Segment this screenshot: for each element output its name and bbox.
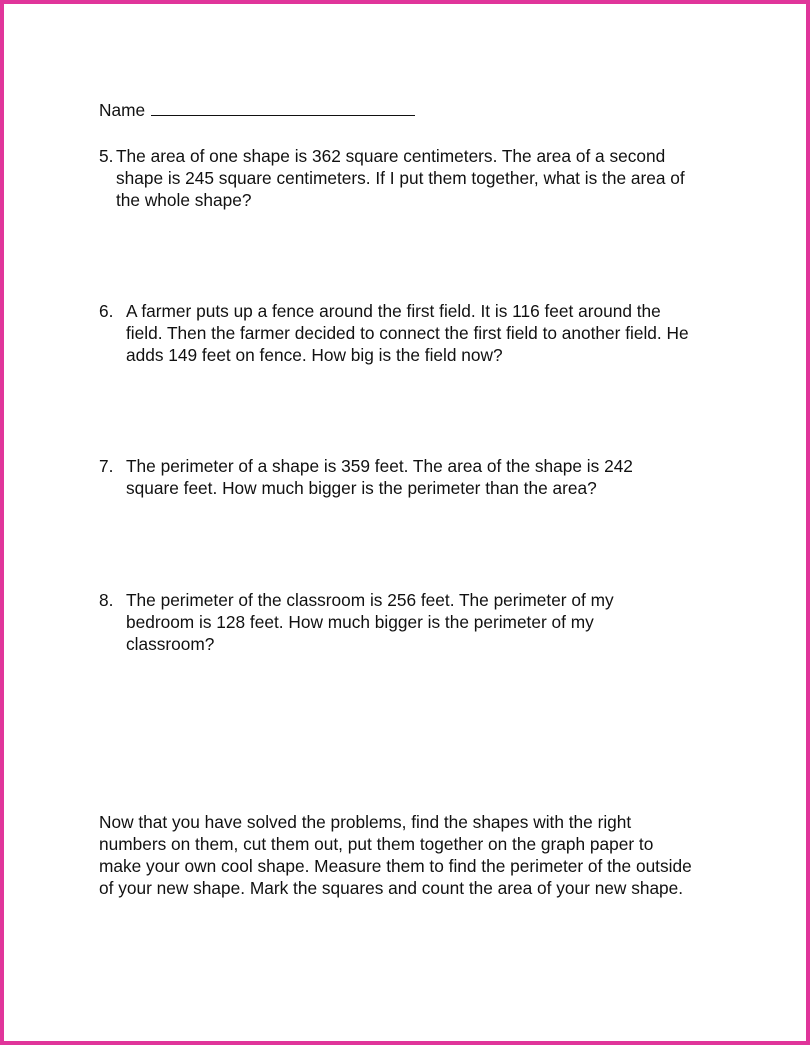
problem-7 <box>99 455 709 499</box>
problem-number: 8. <box>99 590 114 610</box>
problem-8 <box>99 589 709 655</box>
problem-text: A farmer puts up a fence around the first field. It is 116 feet around the field. Then the farmer decided to connect the first field to another field. He adds 149 feet on fence. How big is the field now? <box>126 301 689 365</box>
name-label: Name <box>99 100 146 120</box>
problem-6 <box>99 300 709 366</box>
problem-text: The perimeter of the classroom is 256 feet. The perimeter of my bedroom is 128 feet. How much bigger is the perimeter of my classroom? <box>126 590 614 654</box>
problem-text: The perimeter of a shape is 359 feet. The area of the shape is 242 square feet. How much bigger is the perimeter than the area? <box>126 456 633 498</box>
problem-number: 7. <box>99 456 114 476</box>
name-blank-line[interactable] <box>151 99 415 116</box>
name-field-row <box>99 99 415 121</box>
problem-number: 5. <box>99 146 114 166</box>
problem-5 <box>99 145 709 211</box>
problem-text: The area of one shape is 362 square centimeters. The area of a second shape is 245 square centimeters. If I put them together, what is the area of the whole shape? <box>116 146 685 210</box>
problem-number: 6. <box>99 301 114 321</box>
closing-instructions: Now that you have solved the problems, find the shapes with the right numbers on them, cut them out, put them together on the graph paper to make your own cool shape. Measure them to find the perimeter of the outside of your new shape. Mark the squares and count the area of your new shape. <box>99 812 692 898</box>
